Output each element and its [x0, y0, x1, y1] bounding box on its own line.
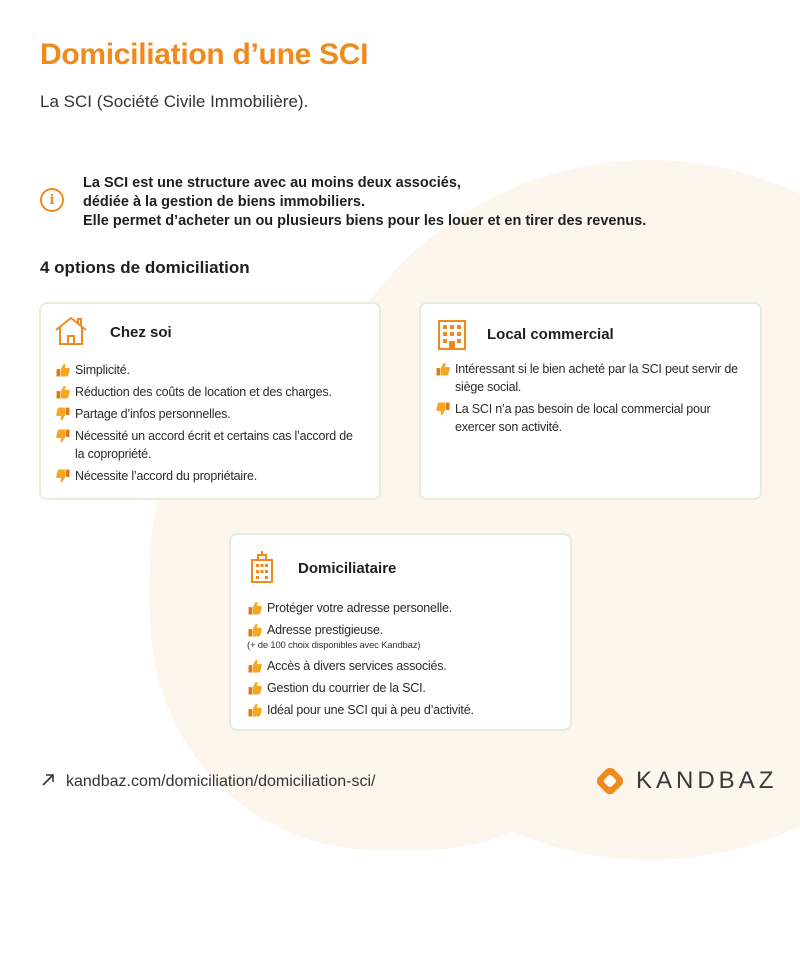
pro-item — [247, 621, 562, 653]
item-note: (+ de 100 choix disponibles avec Kandbaz) — [247, 640, 421, 651]
option-card-local-commercial — [419, 302, 762, 500]
option-card-chez-soi — [39, 302, 381, 500]
item-text: La SCI n’a pas besoin de local commercial pour exercer son activité. — [455, 402, 711, 434]
thumbs-down-icon — [435, 401, 451, 417]
info-line: La SCI est une structure avec au moins deux associés, — [83, 175, 461, 191]
card-list — [55, 361, 365, 489]
option-card-domiciliataire — [229, 533, 572, 731]
item-text: Simplicité. — [75, 363, 130, 377]
con-item — [55, 467, 365, 485]
kandbaz-logo-icon — [594, 765, 626, 797]
card-title: Local commercial — [487, 326, 614, 343]
options-title: 4 options de domiciliation — [40, 258, 250, 277]
brand-logo — [594, 765, 777, 797]
thumbs-up-icon — [55, 384, 71, 400]
info-icon: i — [40, 188, 64, 212]
page-subtitle: La SCI (Société Civile Immobilière). — [40, 92, 309, 111]
item-text: Nécessité un accord écrit et certains cas l’accord de la copropriété. — [75, 429, 353, 461]
tower-icon — [248, 550, 276, 584]
thumbs-up-icon — [247, 680, 263, 696]
item-text: Partage d’infos personnelles. — [75, 407, 231, 421]
info-text — [83, 174, 763, 231]
card-list — [435, 360, 750, 440]
thumbs-up-icon — [435, 361, 451, 377]
item-text: Intéressant si le bien acheté par la SCI peut servir de siège social. — [455, 362, 738, 394]
card-title: Chez soi — [110, 324, 172, 341]
brand-name: KANDBAZ — [636, 767, 778, 794]
footer-link-text[interactable]: kandbaz.com/domiciliation/domiciliation-sci/ — [66, 773, 376, 790]
item-text: Accès à divers services associés. — [267, 659, 447, 673]
external-link-arrow-icon — [40, 772, 56, 788]
pro-item — [435, 360, 750, 396]
item-text: Adresse prestigieuse. — [267, 623, 384, 637]
info-line: Elle permet d’acheter un ou plusieurs biens pour les louer et en tirer des revenus. — [83, 213, 647, 229]
info-line: dédiée à la gestion de biens immobiliers. — [83, 194, 366, 210]
pro-item — [247, 679, 562, 697]
thumbs-down-icon — [55, 468, 71, 484]
item-text: Protéger votre adresse personelle. — [267, 601, 452, 615]
thumbs-up-icon — [247, 600, 263, 616]
thumbs-down-icon — [55, 428, 71, 444]
building-icon — [435, 317, 469, 351]
pro-item — [55, 361, 365, 379]
con-item — [55, 427, 365, 463]
item-text: Gestion du courrier de la SCI. — [267, 681, 426, 695]
con-item — [435, 400, 750, 436]
pro-item — [247, 701, 562, 719]
thumbs-up-icon — [55, 362, 71, 378]
thumbs-up-icon — [247, 702, 263, 718]
pro-item — [247, 657, 562, 675]
pro-item — [247, 599, 562, 617]
item-text: Réduction des coûts de location et des charges. — [75, 385, 332, 399]
house-icon — [53, 316, 89, 346]
footer-link[interactable] — [40, 772, 375, 791]
thumbs-down-icon — [55, 406, 71, 422]
thumbs-up-icon — [247, 622, 263, 638]
card-list — [247, 599, 562, 723]
page-title: Domiciliation d’une SCI — [40, 38, 369, 71]
pro-item — [55, 383, 365, 401]
con-item — [55, 405, 365, 423]
thumbs-up-icon — [247, 658, 263, 674]
item-text: Nécessite l’accord du propriétaire. — [75, 469, 257, 483]
item-text: Idéal pour une SCI qui à peu d’activité. — [267, 703, 474, 717]
card-title: Domiciliataire — [298, 560, 397, 577]
